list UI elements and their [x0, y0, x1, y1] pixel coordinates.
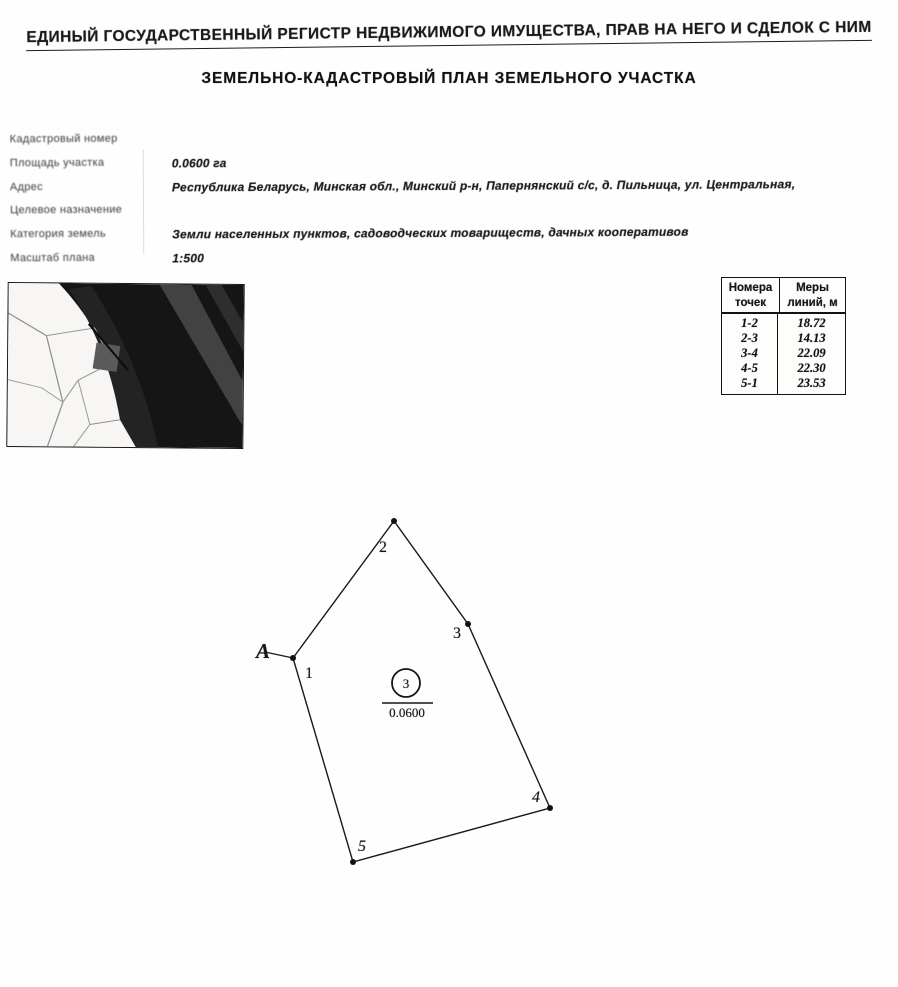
vertex-label-1: 1 [305, 665, 313, 682]
cell-points: 3-4 [741, 346, 758, 361]
vertex-label-5: 5 [358, 838, 366, 855]
section-marker-a: А [255, 639, 271, 663]
vertex-label-2: 2 [379, 539, 387, 556]
vertex-dot-1 [290, 655, 296, 661]
cell-length: 23.53 [797, 375, 826, 390]
vertex-dot-3 [465, 621, 471, 627]
cell-length: 14.13 [797, 331, 826, 346]
registry-header-text: ЕДИНЫЙ ГОСУДАРСТВЕННЫЙ РЕГИСТР НЕДВИЖИМОГО ИМУЩЕСТВА, ПРАВ НА НЕГО И СДЕЛОК С НИМ [26, 19, 872, 51]
area-value: 0.0600 [389, 705, 425, 720]
parcel-boundary-polygon [293, 521, 550, 862]
field-label: Категория земель [10, 227, 106, 241]
header-cell-line-lengths: Меры линий, м [787, 282, 838, 309]
cell-points: 2-3 [741, 331, 758, 346]
field-label: Площадь участка [9, 156, 105, 170]
cell-points: 5-1 [741, 375, 758, 390]
cell-length: 22.09 [797, 346, 826, 361]
field-value: Земли населенных пунктов, садоводческих товариществ, дачных кооперативов [172, 224, 689, 242]
parcel-number: 3 [402, 676, 410, 691]
vertex-dot-4 [547, 805, 553, 811]
field-label: Масштаб плана [10, 251, 96, 265]
vertex-label-4: 4 [532, 789, 540, 806]
field-label: Целевое назначение [10, 204, 123, 217]
field-label: Кадастровый номер [9, 132, 118, 146]
vertex-label-3: 3 [453, 625, 461, 642]
field-value: Республика Беларусь, Минская обл., Минский р-н, Папернянский с/с, д. Пильница, ул. Центральная, [171, 176, 796, 195]
page-title: ЗЕМЕЛЬНО-КАДАСТРОВЫЙ ПЛАН ЗЕМЕЛЬНОГО УЧАСТКА [201, 70, 697, 87]
cell-length: 22.30 [797, 360, 826, 375]
field-value: 0.0600 га [171, 155, 227, 171]
header-cell-point-numbers: Номера точек [722, 278, 780, 312]
field-value: 1:500 [172, 251, 205, 266]
cell-points: 1-2 [741, 316, 758, 331]
vertex-dot-5 [350, 859, 356, 865]
field-label: Адрес [9, 180, 43, 193]
cell-length: 18.72 [797, 316, 826, 331]
vertex-dot-2 [391, 518, 397, 524]
cell-points: 4-5 [741, 360, 758, 375]
